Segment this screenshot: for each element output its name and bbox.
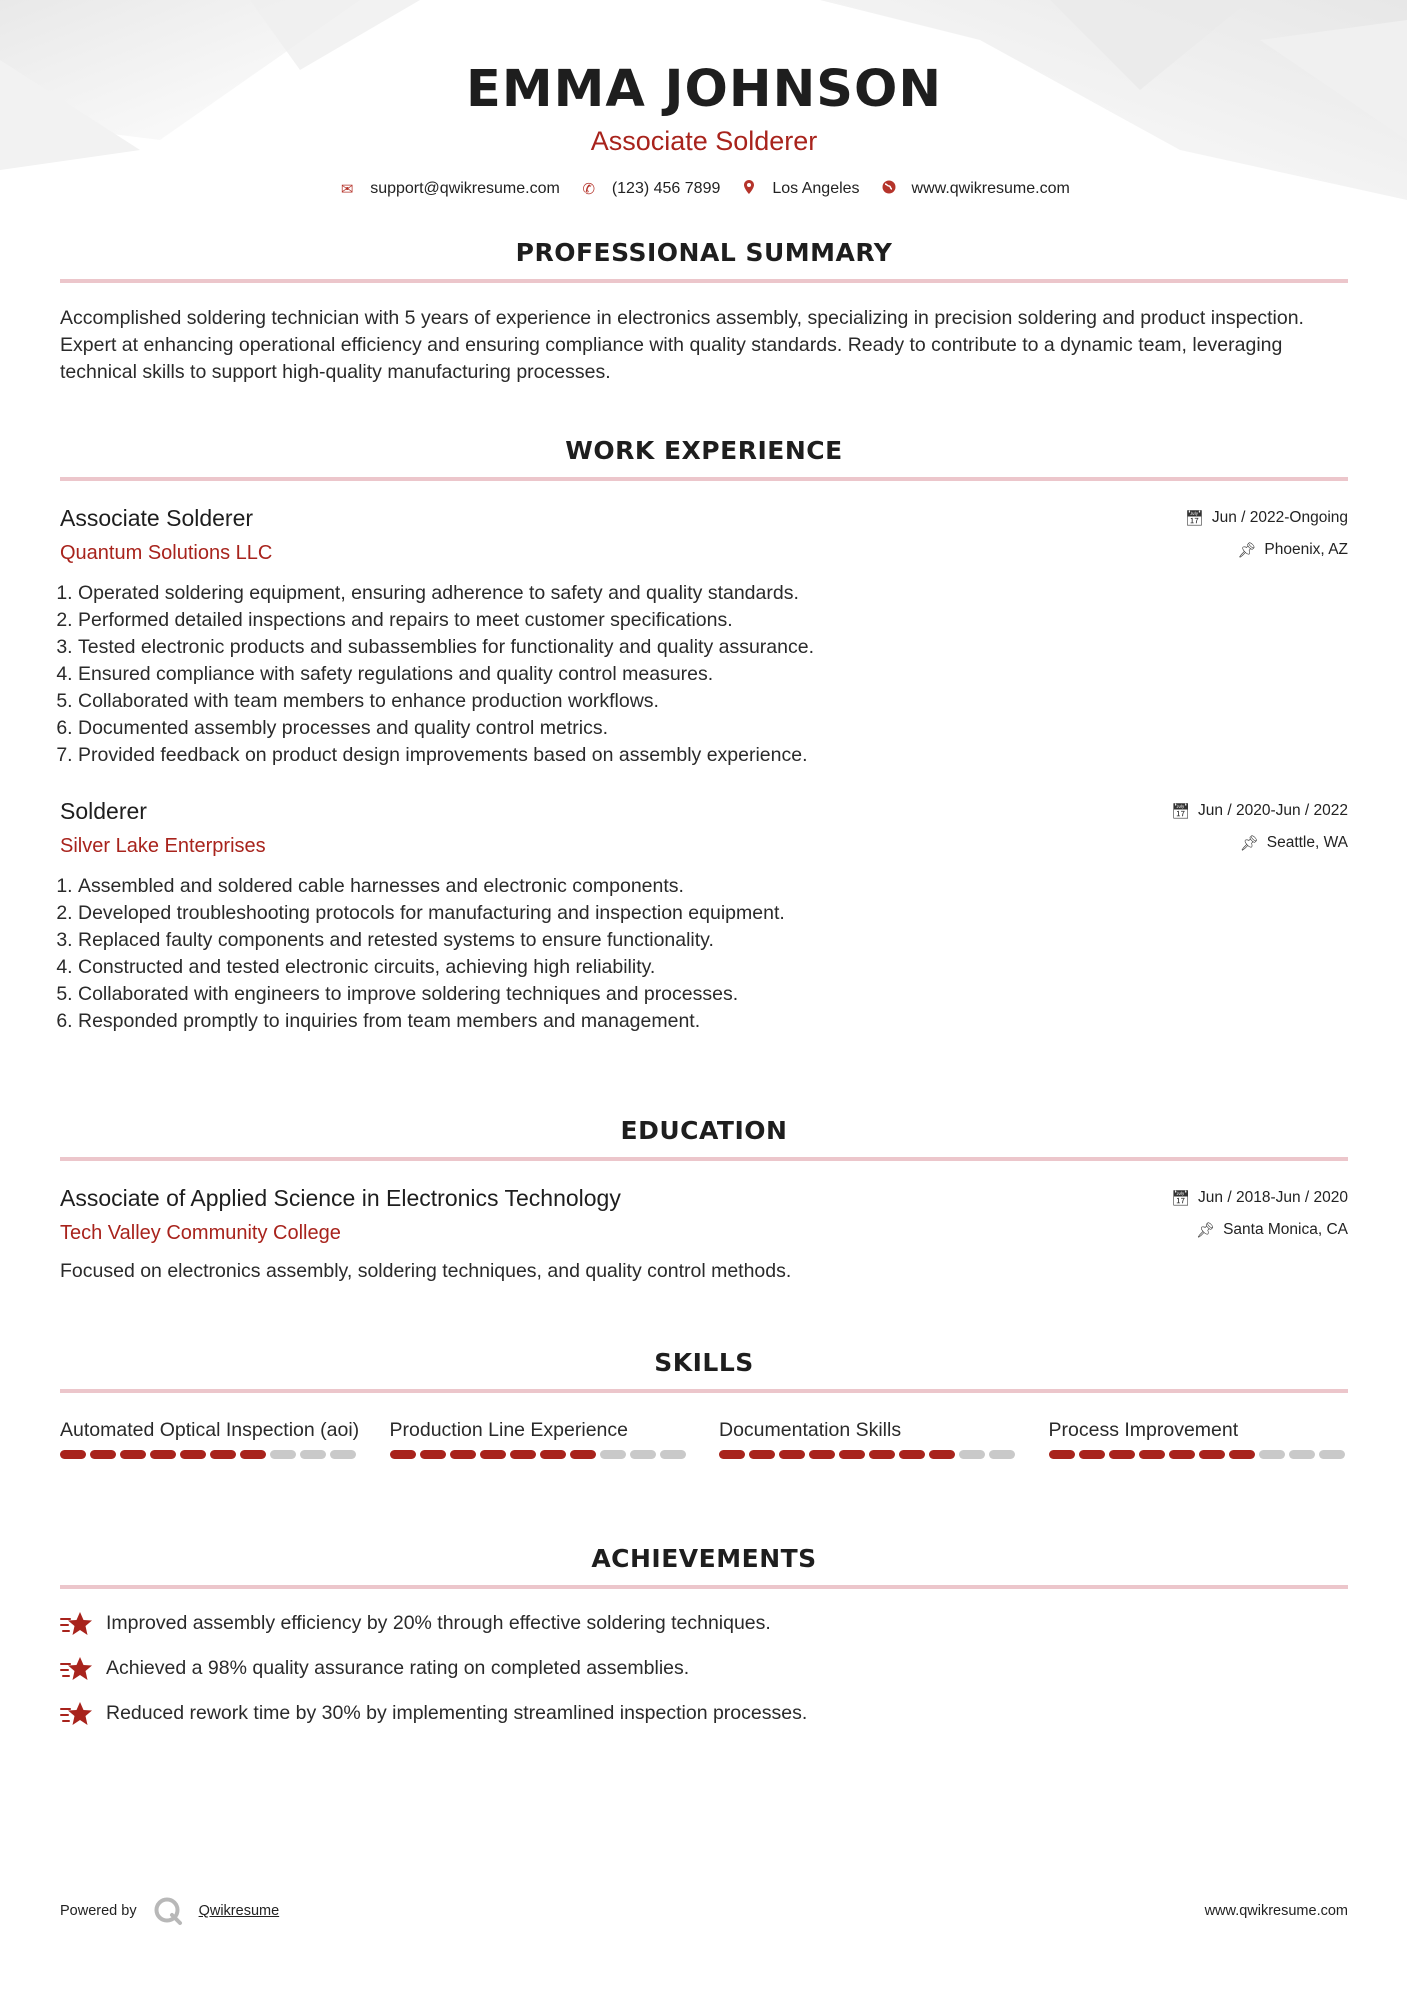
skill-item: [60, 1417, 360, 1459]
list-item: 6. Responded promptly to inquiries from team members and management.: [78, 1008, 1348, 1035]
skill-item: [719, 1417, 1019, 1459]
job-dates: [1171, 802, 1348, 820]
experience-heading: WORK EXPERIENCE: [565, 436, 843, 465]
list-item: 3. Replaced faulty components and retested systems to ensure functionality.: [78, 927, 1348, 954]
summary-section: [60, 238, 1348, 386]
contact-email[interactable]: [338, 180, 560, 198]
achievements-divider: [60, 1585, 1348, 1589]
list-item: 1. Assembled and soldered cable harnesses and electronic components.: [78, 873, 1348, 900]
skill-level-bar: [60, 1450, 360, 1459]
education-divider: [60, 1157, 1348, 1161]
calendar-icon: 📅︎: [1184, 510, 1204, 527]
job-location-text: Phoenix, AZ: [1264, 541, 1348, 558]
list-item: 5. Collaborated with engineers to improve soldering techniques and processes.: [78, 981, 1348, 1008]
company-name: Silver Lake Enterprises: [60, 835, 266, 857]
list-item: 2. Performed detailed inspections and repairs to meet customer specifications.: [78, 607, 1348, 634]
map-marker-icon: [740, 180, 758, 198]
experience-section: [60, 436, 1348, 1035]
skill-level-segment: [1259, 1450, 1285, 1459]
skill-item: [1049, 1417, 1349, 1459]
achievement-text: Achieved a 98% quality assurance rating on completed assemblies.: [106, 1657, 690, 1679]
skill-level-segment: [899, 1450, 925, 1459]
phone-text: (123) 456 7899: [611, 180, 721, 197]
calendar-icon: 📅︎: [1171, 803, 1191, 820]
list-item: 3. Tested electronic products and subassemblies for functionality and quality assurance.: [78, 634, 1348, 661]
summary-heading: PROFESSIONAL SUMMARY: [515, 238, 893, 267]
pushpin-icon: 📌︎: [1239, 835, 1259, 852]
list-item: 1. Operated soldering equipment, ensuring adherence to safety and quality standards.: [78, 580, 1348, 607]
education-description: Focused on electronics assembly, soldering techniques, and quality control methods.: [60, 1260, 792, 1282]
skill-level-segment: [719, 1450, 745, 1459]
qwikresume-logo-icon: [153, 1896, 183, 1926]
contact-location: [740, 180, 859, 198]
education-location: [1171, 1221, 1348, 1239]
skill-level-segment: [150, 1450, 176, 1459]
skill-level-segment: [600, 1450, 626, 1459]
skill-name: Automated Optical Inspection (aoi): [60, 1419, 360, 1441]
company-name: Quantum Solutions LLC: [60, 542, 273, 564]
degree-title: Associate of Applied Science in Electronics Technology: [60, 1185, 621, 1211]
skill-level-segment: [1079, 1450, 1105, 1459]
skill-level-segment: [570, 1450, 596, 1459]
skill-level-segment: [1229, 1450, 1255, 1459]
job-location: [1171, 834, 1348, 852]
education-heading: EDUCATION: [620, 1116, 788, 1145]
skill-level-segment: [60, 1450, 86, 1459]
skill-level-segment: [779, 1450, 805, 1459]
calendar-icon: 📅︎: [1171, 1190, 1191, 1207]
experience-divider: [60, 477, 1348, 481]
skill-level-bar: [390, 1450, 690, 1459]
education-dates: [1171, 1189, 1348, 1207]
skills-list: [60, 1417, 1348, 1459]
page-footer: [60, 1896, 1348, 1926]
skill-level-bar: [719, 1450, 1019, 1459]
skill-level-segment: [180, 1450, 206, 1459]
pushpin-icon: 📌︎: [1196, 1222, 1216, 1239]
skill-level-segment: [120, 1450, 146, 1459]
list-item: 2. Developed troubleshooting protocols for manufacturing and inspection equipment.: [78, 900, 1348, 927]
envelope-icon: ✉: [340, 181, 354, 198]
skill-level-segment: [510, 1450, 536, 1459]
achievements-heading: ACHIEVEMENTS: [591, 1544, 817, 1573]
summary-divider: [60, 279, 1348, 283]
list-item: 4. Constructed and tested electronic circuits, achieving high reliability.: [78, 954, 1348, 981]
job-responsibilities: [60, 580, 1348, 769]
skill-name: Production Line Experience: [389, 1419, 628, 1441]
list-item: 5. Collaborated with team members to enhance production workflows.: [78, 688, 1348, 715]
skill-level-segment: [1289, 1450, 1315, 1459]
skill-level-segment: [959, 1450, 985, 1459]
skill-level-bar: [1049, 1450, 1349, 1459]
skill-level-segment: [420, 1450, 446, 1459]
skill-level-segment: [1109, 1450, 1135, 1459]
star-icon: [60, 1699, 92, 1729]
globe-icon: [880, 180, 898, 198]
skill-item: [390, 1417, 690, 1459]
skill-name: Documentation Skills: [719, 1419, 902, 1441]
skill-level-segment: [1139, 1450, 1165, 1459]
skills-divider: [60, 1389, 1348, 1393]
skill-level-segment: [450, 1450, 476, 1459]
skills-section: [60, 1348, 1348, 1459]
skills-heading: SKILLS: [654, 1348, 754, 1377]
achievement-item: [60, 1691, 1348, 1736]
contact-bar: [60, 180, 1348, 198]
phone-icon: ✆: [582, 181, 596, 198]
skill-level-segment: [1199, 1450, 1225, 1459]
skill-level-segment: [1049, 1450, 1075, 1459]
job-meta: [1171, 802, 1348, 852]
list-item: 4. Ensured compliance with safety regulations and quality control measures.: [78, 661, 1348, 688]
resume-header: [60, 0, 1348, 198]
job-entry: [60, 796, 1348, 1035]
achievement-item: [60, 1601, 1348, 1646]
education-entry: [60, 1183, 1348, 1285]
job-entry: [60, 503, 1348, 769]
skill-level-segment: [809, 1450, 835, 1459]
job-responsibilities: [60, 873, 1348, 1035]
skill-level-segment: [90, 1450, 116, 1459]
job-title: Associate Solderer: [60, 505, 254, 531]
job-title: Solderer: [60, 798, 147, 824]
list-item: 7. Provided feedback on product design improvements based on assembly experience.: [78, 742, 1348, 769]
skill-level-segment: [300, 1450, 326, 1459]
skill-level-segment: [480, 1450, 506, 1459]
achievement-text: Improved assembly efficiency by 20% through effective soldering techniques.: [106, 1612, 771, 1634]
powered-by-label: Powered by: [60, 1903, 137, 1919]
candidate-title: Associate Solderer: [590, 126, 818, 156]
skill-level-segment: [989, 1450, 1015, 1459]
education-section: [60, 1116, 1348, 1285]
school-name: Tech Valley Community College: [60, 1222, 341, 1244]
list-item: 6. Documented assembly processes and quality control metrics.: [78, 715, 1348, 742]
achievements-list: [60, 1601, 1348, 1736]
achievements-section: [60, 1544, 1348, 1736]
job-meta: [1185, 509, 1348, 559]
skill-level-segment: [749, 1450, 775, 1459]
skill-level-segment: [390, 1450, 416, 1459]
skill-level-segment: [210, 1450, 236, 1459]
skill-level-segment: [240, 1450, 266, 1459]
education-dates-text: Jun / 2018-Jun / 2020: [1198, 1189, 1348, 1206]
education-meta: [1171, 1189, 1348, 1239]
email-text: support@qwikresume.com: [370, 180, 560, 197]
location-text: Los Angeles: [772, 180, 860, 197]
job-location-text: Seattle, WA: [1266, 834, 1348, 851]
powered-by: [60, 1896, 279, 1926]
skill-level-segment: [1169, 1450, 1195, 1459]
skill-level-segment: [540, 1450, 566, 1459]
website-text: www.qwikresume.com: [911, 180, 1070, 197]
brand-link[interactable]: Qwikresume: [198, 1903, 280, 1919]
skill-level-segment: [660, 1450, 686, 1459]
job-dates-text: Jun / 2022-Ongoing: [1211, 509, 1348, 526]
star-icon: [60, 1609, 92, 1639]
pushpin-icon: 📌︎: [1237, 542, 1257, 559]
summary-text: Accomplished soldering technician with 5 years of experience in electronics assembly, specializing in precision soldering and product inspection. Expert at enhancing operational efficiency and ensuring compliance with quality standards. Ready to contribute to a dynamic team, leveraging technical skills to support high-quality manufacturing processes.: [60, 307, 1304, 383]
candidate-name: EMMA JOHNSON: [465, 60, 943, 119]
resume-page: [60, 0, 1348, 1724]
achievement-text: Reduced rework time by 30% by implementing streamlined inspection processes.: [106, 1702, 808, 1724]
skill-level-segment: [630, 1450, 656, 1459]
education-location-text: Santa Monica, CA: [1223, 1221, 1348, 1238]
achievement-item: [60, 1646, 1348, 1691]
contact-phone[interactable]: [580, 180, 721, 198]
job-dates-text: Jun / 2020-Jun / 2022: [1198, 802, 1348, 819]
job-location: [1185, 541, 1348, 559]
skill-level-segment: [839, 1450, 865, 1459]
skill-level-segment: [869, 1450, 895, 1459]
skill-level-segment: [330, 1450, 356, 1459]
contact-website[interactable]: [880, 180, 1070, 198]
skill-level-segment: [1319, 1450, 1345, 1459]
job-dates: [1185, 509, 1348, 527]
skill-level-segment: [929, 1450, 955, 1459]
skill-name: Process Improvement: [1048, 1419, 1239, 1441]
footer-website-link[interactable]: www.qwikresume.com: [1204, 1903, 1348, 1919]
skill-level-segment: [270, 1450, 296, 1459]
star-icon: [60, 1654, 92, 1684]
